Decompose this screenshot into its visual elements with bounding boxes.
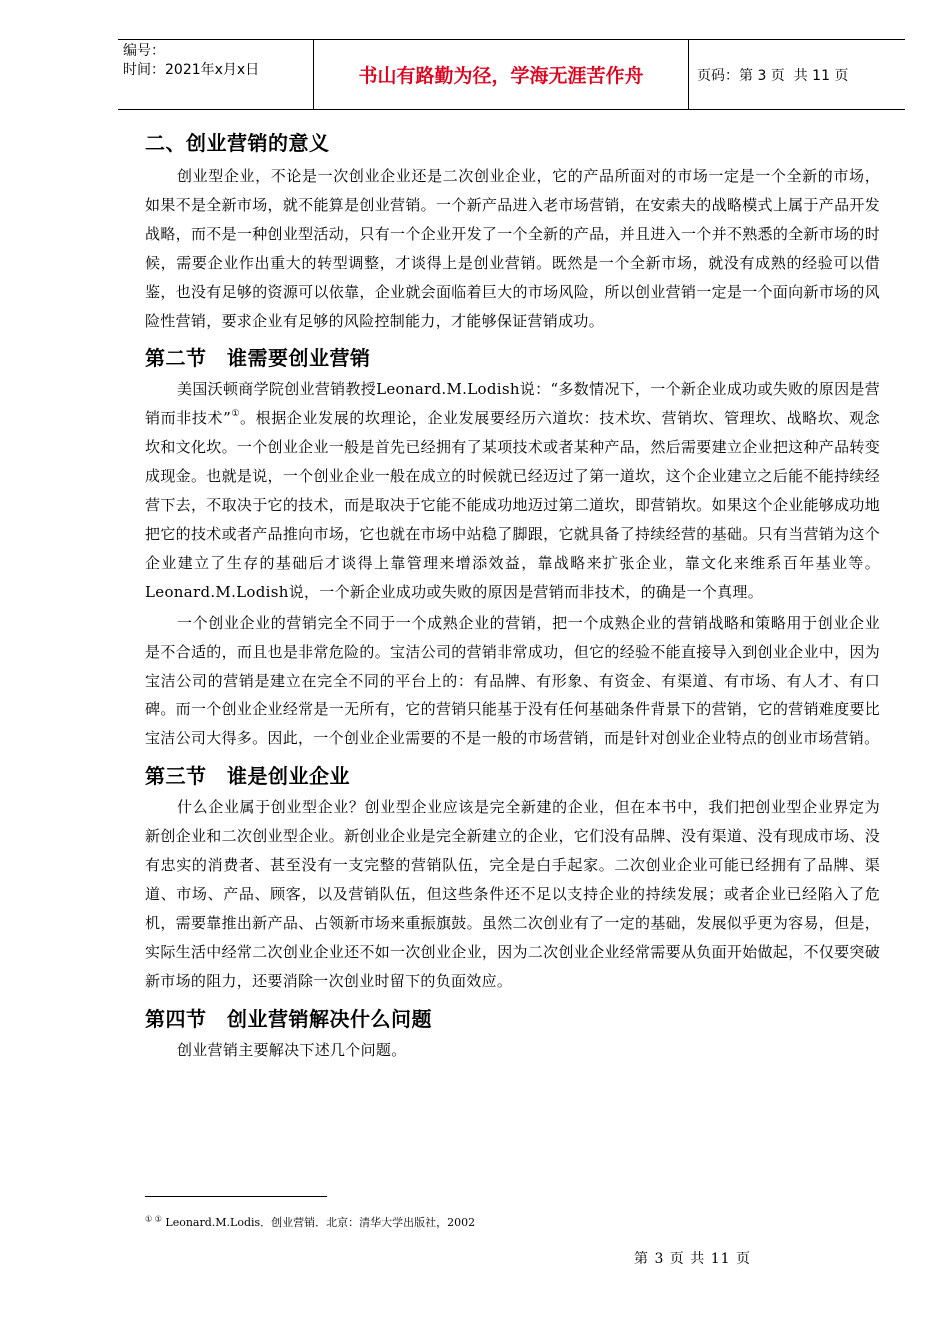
paragraph <box>145 375 880 606</box>
footnote-text: Leonard.M.Lodis．创业营销．北京：清华大学出版社，2002 <box>165 1216 476 1229</box>
section-title-who-needs: 第二节 谁需要创业营销 <box>145 346 371 371</box>
header-page-label: 页码：第 3 页 共 11 页 <box>697 67 849 84</box>
paragraph: 一个创业企业的营销完全不同于一个成熟企业的营销，把一个成熟企业的营销战略和策略用于创业企业是不合适的，而且也是非常危险的。宝洁公司的营销非常成功，但它的经验不能直接导入到创业企业中，因为宝洁公司的营销是建立在完全不同的平台上的：有品牌、有形象、有资金、有渠道、有市场、有人才、有口碑。而一个创业企业经常是一无所有，它的营销只能基于没有任何基础条件背景下的营销，它的营销难度要比宝洁公司大得多。因此，一个创业企业需要的不是一般的市场营销，而是针对创业企业特点的创业市场营销。 <box>145 613 880 748</box>
paragraph: 什么企业属于创业型企业？创业型企业应该是完全新建的企业，但在本书中，我们把创业型企业界定为新创企业和二次创业型企业。新创业企业是完全新建立的企业，它们没有品牌、没有渠道、没有现成市场、没有忠实的消费者、甚至没有一支完整的营销队伍，完全是白手起家。二次创业企业可能已经拥有了品牌、渠道、市场、产品、顾客，以及营销队伍，但这些条件还不足以支持企业的持续发展；或者企业已经陷入了危机，需要靠推出新产品、占领新市场来重振旗鼓。虽然二次创业有了一定的基础，发展似乎更为容易，但是，实际生活中经常二次创业企业还不如一次创业企业，因为二次创业企业经常需要从负面开始做起，不仅要突破新市场的阻力，还要消除一次创业时留下的负面效应。 <box>145 798 880 990</box>
footnote <box>145 1214 475 1230</box>
footnote-separator <box>145 1196 327 1197</box>
section-title-significance: 二、创业营销的意义 <box>145 131 330 155</box>
footnote-ref[interactable]: ① <box>231 409 241 420</box>
paragraph-text: 。根据企业发展的坎理论，企业发展要经历六道坎：技术坎、营销坎、管理坎、战略坎、观念坎和文化坎。一个创业企业一般是首先已经拥有了某项技术或者某种产品，然后需要建立企业把这种产品转变成现金。也就是说，一个创业企业一般在成立的时候就已经迈过了第一道坎，这个企业建立之后能不能持续经营下去，不取决于它的技术，而是取决于它能不能成功地迈过第二道坎，即营销坎。如果这个企业能够成功地把它的技术或者产品推向市场，它也就在市场中站稳了脚跟，它就具备了持续经营的基础。只有当营销为这个企业建立了生存的基础后才谈得上靠管理来增添效益，靠战略来扩张企业，靠文化来维系百年基业等。Leonard.M.Lodish说，一个新企业成功或失败的原因是营销而非技术，的确是一个真理。 <box>145 409 880 601</box>
header-meta <box>118 40 314 109</box>
paragraph-text: 美国沃顿商学院创业营销教授Leonard.M.Lodish说：“多数情况下，一个新企业成功或失败的原因是营销而非技术” <box>145 380 880 428</box>
section-title-who-is: 第三节 谁是创业企业 <box>145 764 350 789</box>
document-body <box>145 126 880 1066</box>
page-header <box>118 39 905 110</box>
footnote-marks: ① ① <box>145 1214 162 1224</box>
header-time-label: 时间：2021年x月x日 <box>123 62 260 78</box>
paragraph: 创业营销主要解决下述几个问题。 <box>177 1040 407 1059</box>
header-motto: 书山有路勤为径，学海无涯苦作舟 <box>314 40 689 109</box>
header-page-info <box>689 40 905 109</box>
section-title-problems: 第四节 创业营销解决什么问题 <box>145 1006 432 1031</box>
header-number-label: 编号： <box>123 43 165 59</box>
page-footer: 第 3 页 共 11 页 <box>634 1251 751 1267</box>
paragraph: 创业型企业，不论是一次创业企业还是二次创业企业，它的产品所面对的市场一定是一个全新的市场，如果不是全新市场，就不能算是创业营销。一个新产品进入老市场营销，在安索夫的战略模式上属于产品开发战略，而不是一种创业型活动，只有一个企业开发了一个全新的产品，并且进入一个并不熟悉的全新市场的时候，需要企业作出重大的转型调整，才谈得上是创业营销。既然是一个全新市场，就没有成熟的经验可以借鉴，也没有足够的资源可以依靠，企业就会面临着巨大的市场风险，所以创业营销一定是一个面向新市场的风险性营销，要求企业有足够的风险控制能力，才能够保证营销成功。 <box>145 167 880 330</box>
